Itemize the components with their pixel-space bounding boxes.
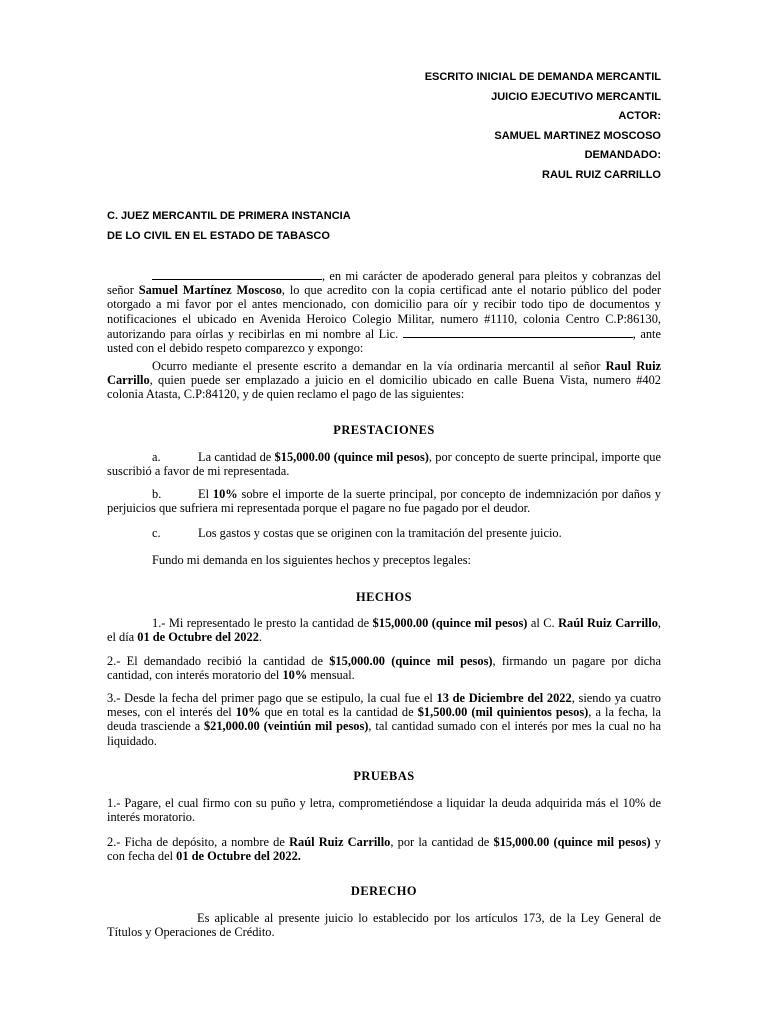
hecho-3-interest-amount: $1,500.00 (mil quinientos pesos) bbox=[417, 705, 589, 720]
prueba-2-text-3: y con fecha del bbox=[107, 835, 662, 864]
prestacion-b-text-1: El bbox=[198, 487, 213, 501]
prestacion-b bbox=[107, 487, 661, 515]
prestacion-c bbox=[107, 526, 661, 540]
prestacion-a-amount: $15,000.00 (quince mil pesos) bbox=[274, 450, 429, 464]
hecho-1-name: Raúl Ruiz Carrillo bbox=[558, 616, 658, 630]
hecho-2-percent: 10% bbox=[282, 668, 308, 683]
prueba-2-date: 01 de Octubre del 2022. bbox=[176, 849, 301, 864]
hecho-1-text-4: . bbox=[258, 630, 262, 645]
lawyer-blank-line bbox=[403, 326, 633, 338]
hecho-3-text-5: , tal cantidad sumado con el interés por mes la cual no ha liquidado. bbox=[107, 719, 661, 748]
prueba-2-amount: $15,000.00 (quince mil pesos) bbox=[493, 835, 651, 849]
intro-text-3: , ante usted con el debido respeto comparezco y expongo: bbox=[107, 326, 661, 356]
hecho-2-amount: $15,000.00 (quince mil pesos) bbox=[329, 654, 493, 668]
prueba-2-text-2: , por la cantidad de bbox=[390, 835, 494, 849]
hecho-1-text-3: , el día bbox=[107, 616, 661, 645]
hecho-1 bbox=[107, 616, 661, 644]
prestacion-c-letter: c. bbox=[152, 526, 161, 540]
prestacion-b-text-2: sobre el importe de la suerte principal, por concepto de indemnización por daños y perjuicios que sufriera mi representada porque el pagare no fue pagado por el deudor. bbox=[107, 487, 662, 516]
prestacion-b-percent: 10% bbox=[212, 487, 238, 501]
hecho-3-percent: 10% bbox=[235, 705, 261, 720]
addressee-line-2: DE LO CIVIL EN EL ESTADO DE TABASCO bbox=[107, 229, 330, 242]
hecho-1-amount: $15,000.00 (quince mil pesos) bbox=[372, 616, 528, 630]
hecho-1-text-2: al C. bbox=[527, 616, 559, 630]
header-plaintiff-name: SAMUEL MARTINEZ MOSCOSO bbox=[494, 129, 661, 142]
hecho-2-text-1: 2.- El demandado recibió la cantidad de bbox=[107, 654, 330, 668]
prestacion-a bbox=[107, 450, 661, 478]
header-defendant-label: DEMANDADO: bbox=[584, 149, 661, 161]
prueba-2-text-1: 2.- Ficha de depósito, a nombre de bbox=[107, 835, 290, 849]
prestacion-a-text-1: La cantidad de bbox=[198, 450, 275, 464]
prestacion-b-letter: b. bbox=[152, 487, 162, 501]
header-trial-type: JUICIO EJECUTIVO MERCANTIL bbox=[491, 90, 661, 103]
hecho-3-text-1: 3.- Desde la fecha del primer pago que se estipulo, la cual fue el bbox=[107, 691, 437, 705]
section-pruebas-title: PRUEBAS bbox=[353, 769, 415, 783]
case-header bbox=[425, 68, 661, 185]
hecho-2 bbox=[107, 654, 661, 682]
ocurro-text-1: Ocurro mediante el presente escrito a demandar en la vía ordinaria mercantil al señor bbox=[152, 359, 606, 373]
header-title: ESCRITO INICIAL DE DEMANDA MERCANTIL bbox=[424, 71, 661, 83]
prestacion-c-text: Los gastos y costas que se originen con la tramitación del presente juicio. bbox=[198, 526, 562, 540]
hecho-2-text-2: , firmando un pagare por dicha cantidad, con interés moratorio del bbox=[107, 654, 661, 683]
section-prestaciones-title: PRESTACIONES bbox=[333, 423, 435, 437]
fundo-paragraph bbox=[107, 553, 661, 567]
derecho-paragraph bbox=[107, 911, 661, 939]
intro-paragraph bbox=[107, 268, 661, 355]
section-derecho-title: DERECHO bbox=[350, 884, 418, 898]
section-hechos-title: HECHOS bbox=[355, 590, 413, 604]
signature-blank-line bbox=[152, 268, 322, 280]
hecho-1-date: 01 de Octubre del 2022 bbox=[137, 630, 259, 645]
hecho-3-text-4: , a la fecha, la deuda trasciende a bbox=[107, 705, 661, 734]
header-defendant-name: RAUL RUIZ CARRILLO bbox=[542, 168, 661, 181]
prueba-1-text: 1.- Pagare, el cual firmo con su puño y letra, comprometiéndose a liquidar la deuda adquirida más el 10% de interés moratorio. bbox=[107, 796, 661, 825]
addressee-line-1: C. JUEZ MERCANTIL DE PRIMERA INSTANCIA bbox=[107, 210, 351, 222]
derecho-text: Es aplicable al presente juicio lo establecido por los artículos 173, de la Ley General de Títulos y Operaciones de Crédito. bbox=[107, 911, 661, 940]
intro-text-1: , en mi carácter de apoderado general para pleitos y cobranzas del señor bbox=[107, 269, 661, 298]
prueba-1 bbox=[107, 796, 661, 824]
fundo-text: Fundo mi demanda en los siguientes hechos y preceptos legales: bbox=[152, 553, 471, 567]
header-plaintiff-label: ACTOR: bbox=[618, 110, 661, 122]
prueba-2 bbox=[107, 835, 661, 863]
ocurro-defendant-name: Raul Ruiz Carrillo bbox=[107, 359, 662, 388]
hecho-3-text-3: que en total es la cantidad de bbox=[260, 705, 418, 720]
prestacion-a-letter: a. bbox=[152, 450, 161, 464]
hecho-3-date: 13 de Diciembre del 2022 bbox=[436, 691, 572, 705]
prueba-2-name: Raúl Ruiz Carrillo bbox=[289, 835, 391, 849]
addressee-block bbox=[107, 207, 351, 246]
intro-plaintiff-name: Samuel Martínez Moscoso bbox=[138, 283, 282, 298]
ocurro-text-2: , quien puede ser emplazado a juicio en el domicilio ubicado en calle Buena Vista, numero #402 colonia Atasta, C.P:84120, y de quien reclamo el pago de las siguientes: bbox=[107, 373, 661, 402]
hecho-3 bbox=[107, 691, 661, 748]
hecho-2-text-3: mensual. bbox=[307, 668, 355, 683]
ocurro-paragraph bbox=[107, 359, 661, 402]
hecho-3-total-amount: $21,000.00 (veintiún mil pesos) bbox=[203, 719, 369, 734]
hecho-1-text-1: 1.- Mi representado le presto la cantidad de bbox=[152, 616, 373, 630]
hecho-3-text-2: , siendo ya cuatro meses, con el interés del bbox=[107, 691, 662, 720]
prestacion-a-text-2: , por concepto de suerte principal, importe que suscribió a favor de mi representada. bbox=[107, 450, 661, 479]
intro-text-2: , lo que acredito con la copia certificad ante el notario público del poder otorgado a mi favor por el antes mencionado, con domicilio para oír y recibir todo tipo de documentos y notificaciones el ubicado en Avenida Heroico Colegio Militar, numero #1110, colonia Centro C.P:86130, autorizando para oírlas y recibirlas en mi nombre al Lic. bbox=[107, 283, 661, 341]
